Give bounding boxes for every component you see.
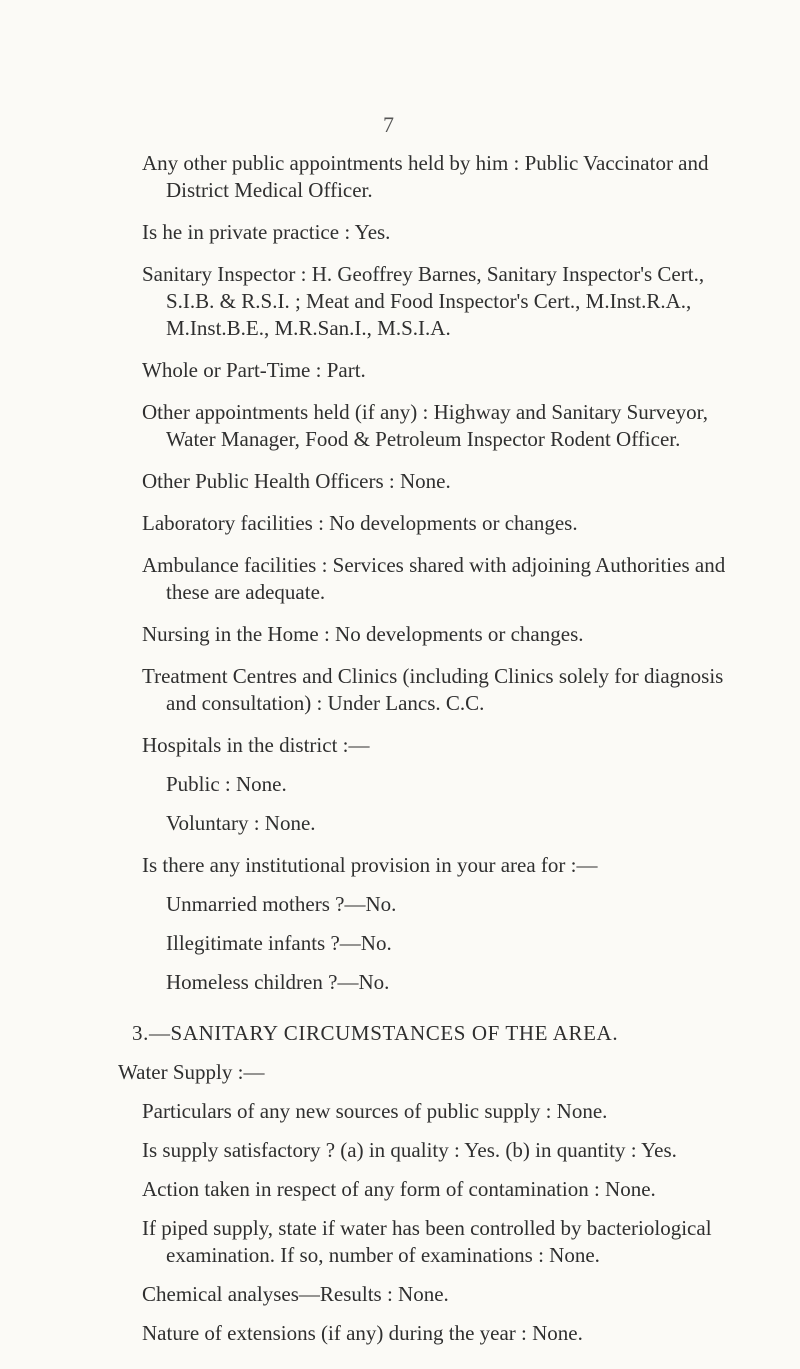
hospitals-label: Hospitals in the district :— bbox=[142, 733, 370, 757]
page-number: 7 bbox=[383, 112, 394, 137]
water-chemical-analyses: Chemical analyses—Results : None. bbox=[142, 1282, 449, 1306]
entry-ambulance: Ambulance facilities : Services shared with adjoining Authorities and these are adequate. bbox=[142, 553, 726, 604]
report-body bbox=[118, 150, 742, 1359]
institutional-illegitimate-infants: Illegitimate infants ?—No. bbox=[166, 931, 392, 955]
section-3-heading: 3.—SANITARY CIRCUMSTANCES OF THE AREA. bbox=[132, 1021, 619, 1045]
water-new-sources: Particulars of any new sources of public supply : None. bbox=[142, 1099, 608, 1123]
institutional-unmarried-mothers: Unmarried mothers ?—No. bbox=[166, 892, 397, 916]
water-extensions: Nature of extensions (if any) during the year : None. bbox=[142, 1321, 583, 1345]
entry-private-practice: Is he in private practice : Yes. bbox=[142, 220, 391, 244]
institutional-homeless-children: Homeless children ?—No. bbox=[166, 970, 390, 994]
water-supply-label: Water Supply :— bbox=[118, 1060, 265, 1084]
entry-public-appointments: Any other public appointments held by him : Public Vaccinator and District Medical Officer. bbox=[142, 151, 709, 202]
hospitals-voluntary: Voluntary : None. bbox=[166, 811, 316, 835]
water-supply-section bbox=[118, 1059, 742, 1347]
entry-nursing: Nursing in the Home : No developments or changes. bbox=[142, 622, 584, 646]
entry-other-appointments: Other appointments held (if any) : Highway and Sanitary Surveyor, Water Manager, Food & Petroleum Inspector Rodent Officer. bbox=[142, 400, 709, 451]
institutional-label: Is there any institutional provision in your area for :— bbox=[142, 853, 598, 877]
water-contamination: Action taken in respect of any form of contamination : None. bbox=[142, 1177, 656, 1201]
hospitals-list bbox=[166, 771, 742, 837]
entry-whole-or-part-time: Whole or Part-Time : Part. bbox=[142, 358, 366, 382]
entry-sanitary-inspector: Sanitary Inspector : H. Geoffrey Barnes, Sanitary Inspector's Cert., S.I.B. & R.S.I. ; Meat and Food Inspector's Cert., M.Inst.R.A., M.Inst.B.E., M.R.San.I., M.S.I.A. bbox=[142, 262, 705, 340]
water-satisfactory: Is supply satisfactory ? (a) in quality : Yes. (b) in quantity : Yes. bbox=[142, 1138, 677, 1162]
entry-treatment-centres: Treatment Centres and Clinics (including Clinics solely for diagnosis and consultation) : Under Lancs. C.C. bbox=[142, 664, 724, 715]
entry-laboratory: Laboratory facilities : No developments or changes. bbox=[142, 511, 578, 535]
entry-other-officers: Other Public Health Officers : None. bbox=[142, 469, 451, 493]
hospitals-public: Public : None. bbox=[166, 772, 287, 796]
water-supply-list bbox=[118, 1098, 742, 1347]
institutional-list bbox=[166, 891, 742, 996]
water-bacteriological: If piped supply, state if water has been controlled by bacteriological examination. If so, number of examinations : None. bbox=[142, 1216, 712, 1267]
